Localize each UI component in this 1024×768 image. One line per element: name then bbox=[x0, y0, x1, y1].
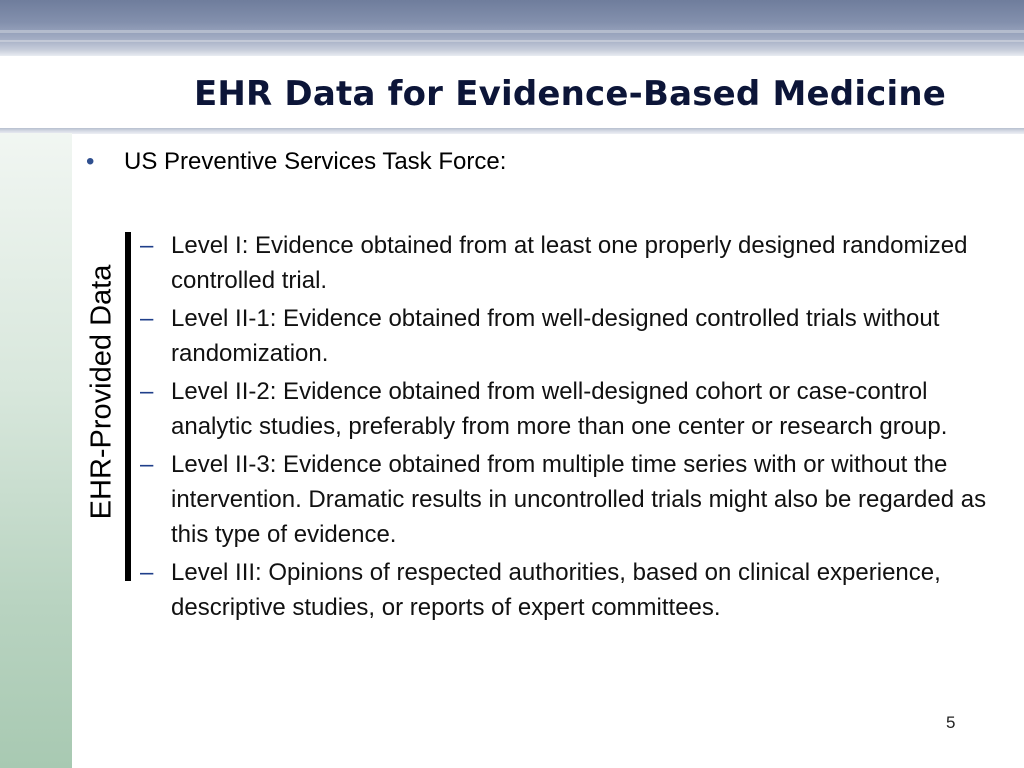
slide-title: EHR Data for Evidence-Based Medicine bbox=[193, 74, 947, 114]
list-item bbox=[140, 555, 1000, 625]
side-label: EHR-Provided Data bbox=[85, 264, 118, 520]
header-band bbox=[0, 0, 1024, 56]
left-decorative-band bbox=[0, 133, 72, 768]
bullet-text: US Preventive Services Task Force: bbox=[124, 148, 507, 175]
list-item bbox=[140, 374, 1000, 444]
dash-glyph: – bbox=[140, 378, 154, 405]
dash-glyph: – bbox=[140, 559, 154, 586]
level-text: Level I: Evidence obtained from at least one properly designed randomized controlled trial. bbox=[171, 232, 968, 294]
main-bullet bbox=[86, 148, 506, 176]
dash-glyph: – bbox=[140, 451, 154, 478]
level-text: Level III: Opinions of respected authorities, based on clinical experience, descriptive studies, or reports of expert committees. bbox=[171, 559, 941, 621]
side-label-box bbox=[82, 242, 122, 542]
level-text: Level II-2: Evidence obtained from well-designed cohort or case-control analytic studies, preferably from more than one center or research group. bbox=[171, 378, 948, 440]
bracket-bar bbox=[125, 232, 131, 581]
header-stripe bbox=[0, 40, 1024, 42]
header-stripe bbox=[0, 30, 1024, 33]
evidence-levels-list bbox=[140, 228, 1000, 628]
page-number: 5 bbox=[946, 713, 956, 732]
dash-glyph: – bbox=[140, 305, 154, 332]
list-item bbox=[140, 447, 1000, 552]
list-item bbox=[140, 301, 1000, 371]
title-divider bbox=[0, 128, 1024, 134]
bullet-glyph: • bbox=[86, 148, 95, 175]
level-text: Level II-1: Evidence obtained from well-designed controlled trials without randomization. bbox=[171, 305, 940, 367]
level-text: Level II-3: Evidence obtained from multiple time series with or without the intervention. Dramatic results in uncontrolled trials might also be regarded as this type of evidence. bbox=[171, 451, 987, 548]
list-item bbox=[140, 228, 1000, 298]
dash-glyph: – bbox=[140, 232, 154, 259]
